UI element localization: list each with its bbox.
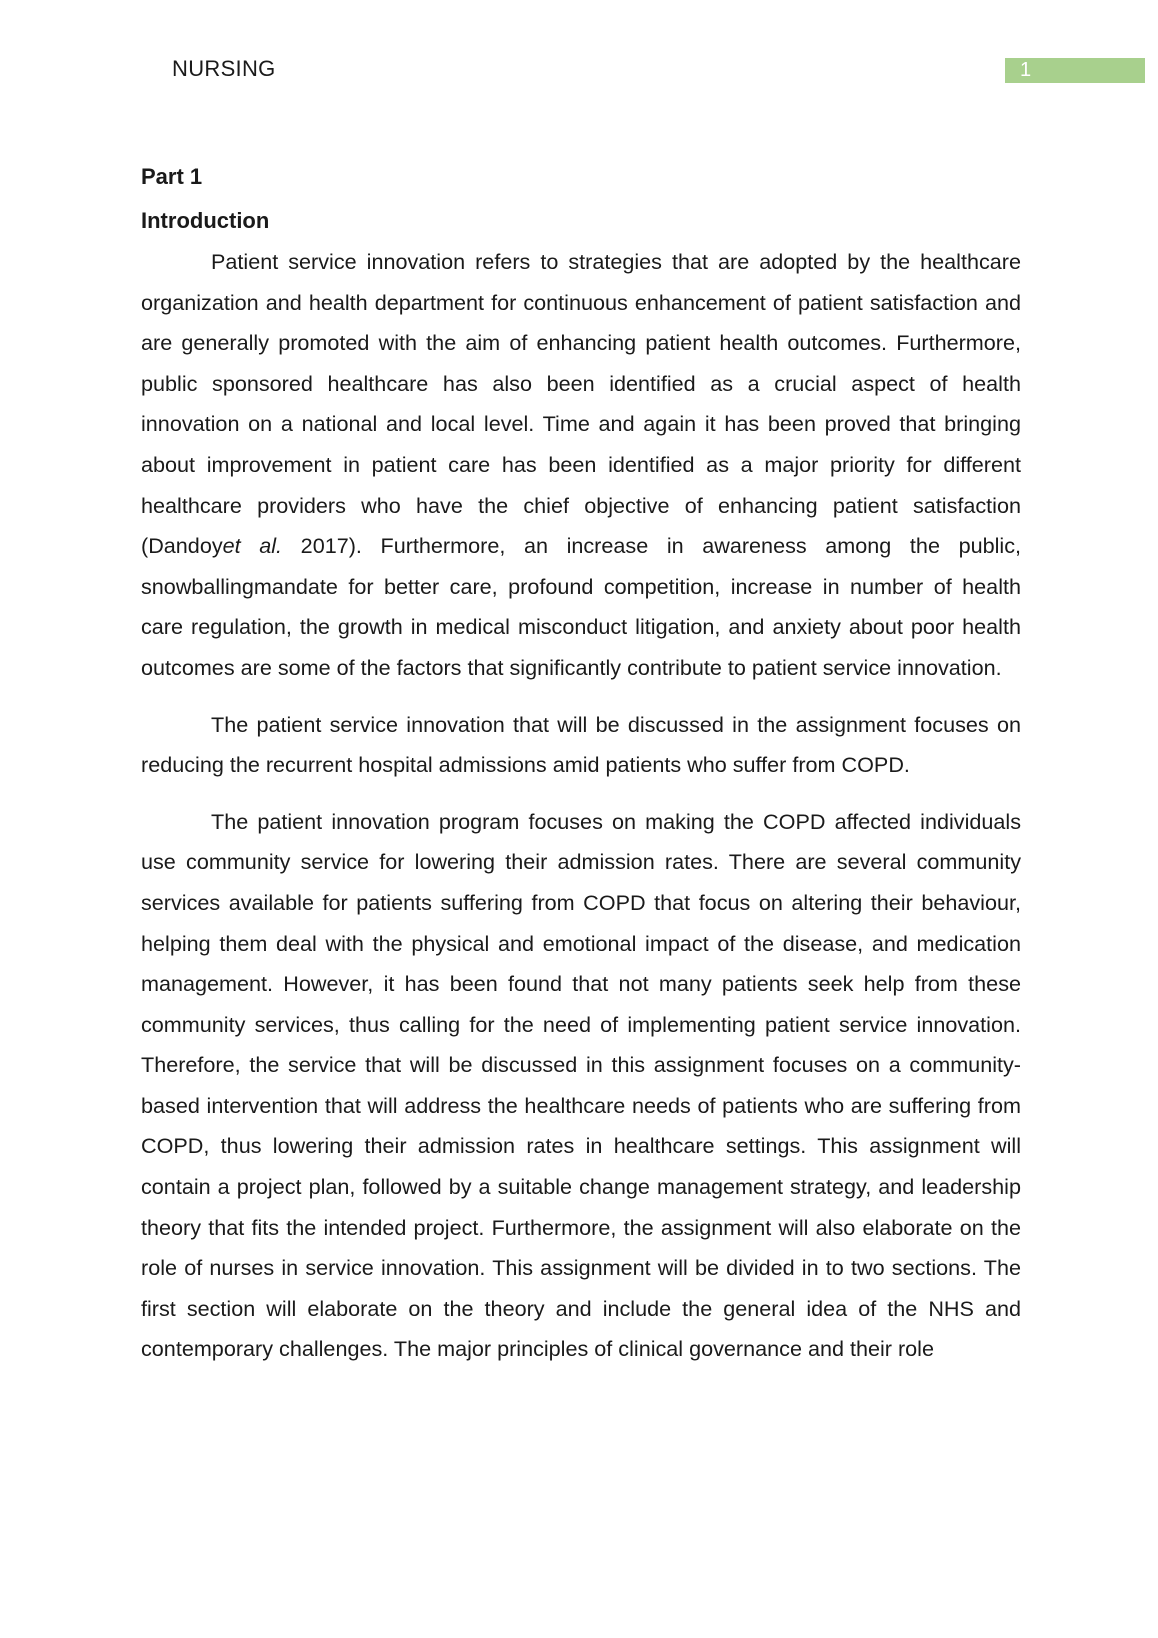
paragraph-1 — [141, 242, 1021, 689]
citation-et-al: et al. — [222, 533, 283, 559]
page-number: 1 — [1020, 59, 1032, 81]
paragraph-1-text-continued: 2017). Furthermore, an increase in awareness among the public, snowballingmandate for better care, profound competition, increase in number of health care regulation, the growth in medical misconduct litigation, and anxiety about poor health outcomes are some of the factors that significantly contribute to patient service innovation. — [141, 533, 1021, 680]
paragraph-3: The patient innovation program focuses on making the COPD affected individuals use community service for lowering their admission rates. There are several community services available for patients suffering from COPD that focus on altering their behaviour, helping them deal with the physical and emotional impact of the disease, and medication management. However, it has been found that not many patients seek help from these community services, thus calling for the need of implementing patient service innovation. Therefore, the service that will be discussed in this assignment focuses on a community-based intervention that will address the healthcare needs of patients who are suffering from COPD, thus lowering their admission rates in healthcare settings. This assignment will contain a project plan, followed by a suitable change management strategy, and leadership theory that fits the intended project. Furthermore, the assignment will also elaborate on the role of nurses in service innovation. This assignment will be divided in to two sections. The first section will elaborate on the theory and include the general idea of the NHS and contemporary challenges. The major principles of clinical governance and their role — [141, 808, 1021, 1362]
page-number-box — [1005, 58, 1145, 83]
part-heading: Part 1 — [141, 164, 203, 189]
document-body — [141, 162, 1021, 1386]
introduction-heading: Introduction — [141, 208, 270, 233]
header-title: NURSING — [172, 56, 276, 81]
paragraph-2: The patient service innovation that will be discussed in the assignment focuses on reducing the recurrent hospital admissions amid patients who suffer from COPD. — [141, 711, 1021, 778]
paragraph-1-text: Patient service innovation refers to strategies that are adopted by the healthcare organization and health department for continuous enhancement of patient satisfaction and are generally promoted with the aim of enhancing patient health outcomes. Furthermore, public sponsored healthcare has also been identified as a crucial aspect of health innovation on a national and local level. Time and again it has been proved that bringing about improvement in patient care has been identified as a major priority for different healthcare providers who have the chief objective of enhancing patient satisfaction (Dandoy — [141, 249, 1021, 559]
